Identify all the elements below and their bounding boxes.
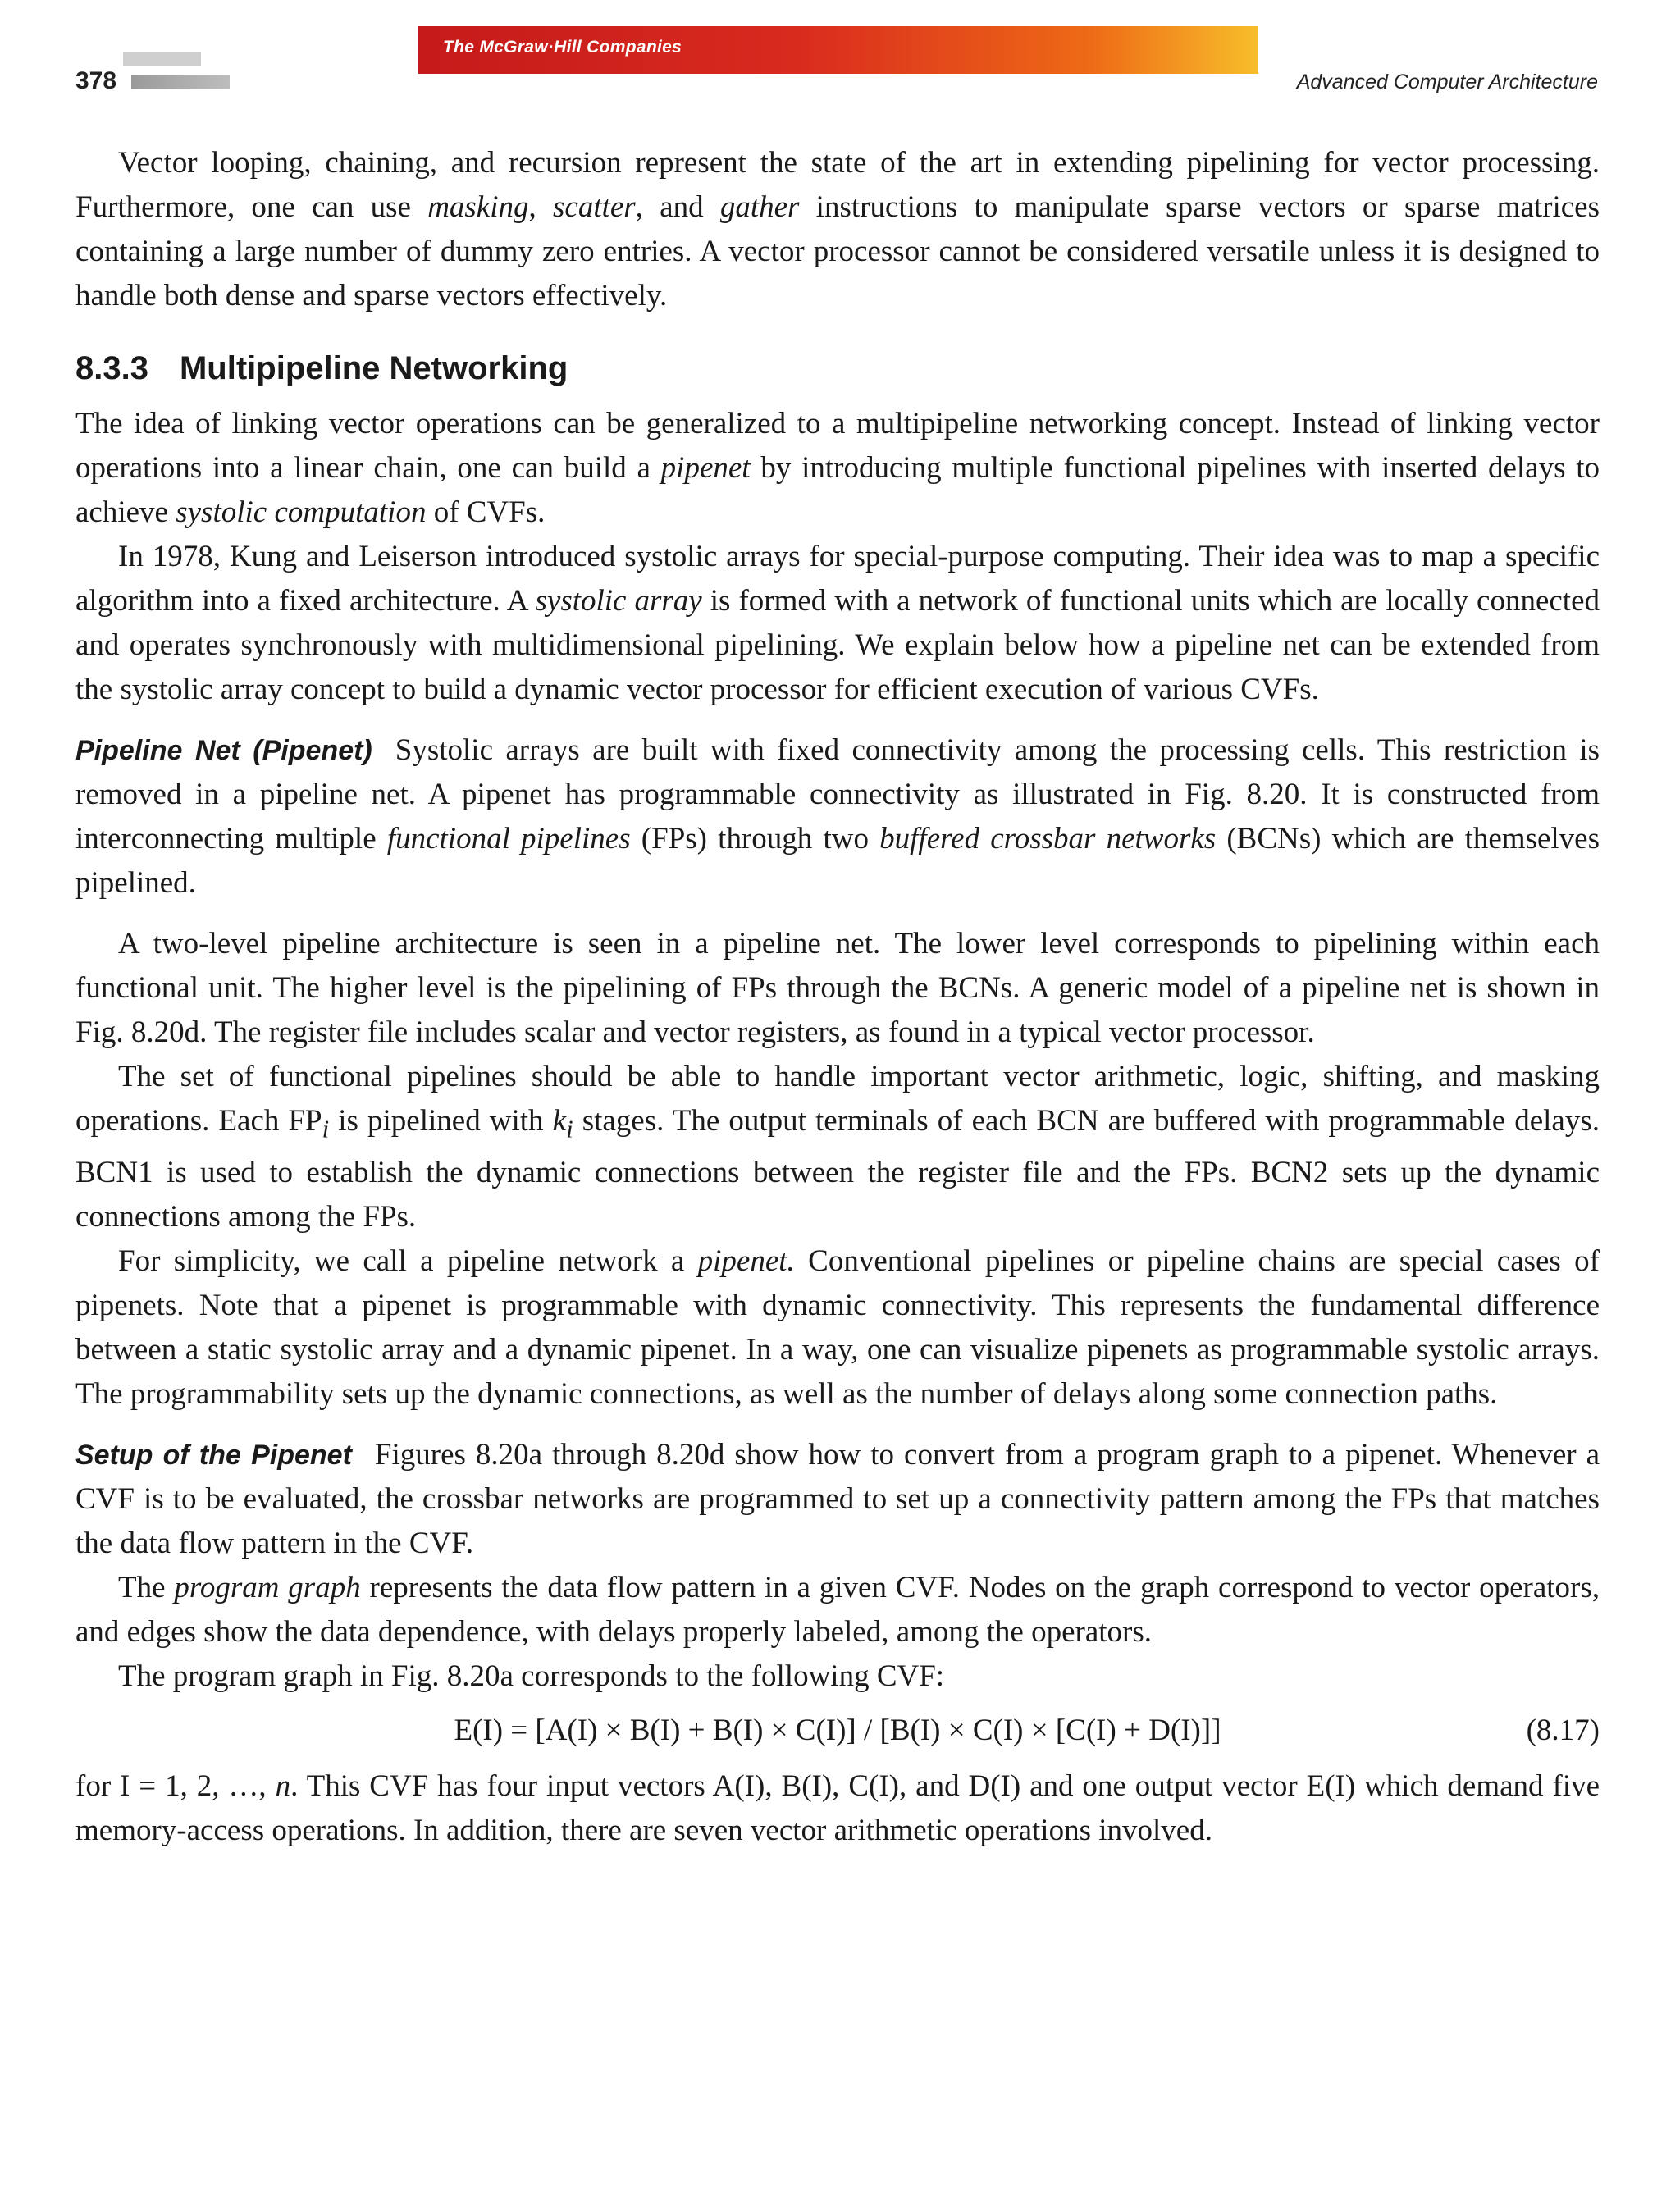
- paragraph: for I = 1, 2, …, n. This CVF has four input vectors A(I), B(I), C(I), and D(I) and one output vector E(I) which demand five memory-access operations. In addition, there are seven vector arithmetic operations involved.: [75, 1769, 1600, 1848]
- paragraph: Setup of the Pipenet Figures 8.20a through 8.20d show how to convert from a program graph to a pipenet. Whenever a CVF is to be evaluated, the crossbar networks are programmed to set up a connectivity pattern among the FPs that matches the data flow pattern in the CVF.: [75, 1438, 1600, 1561]
- paragraph: In 1978, Kung and Leiserson introduced systolic arrays for special-purpose computing. Their idea was to map a specific algorithm into a fixed architecture. A systolic array is formed with a network of functional units which are locally connected and operates synchronously with multidimensional pipelining. We explain below how a pipeline net can be extended from the systolic array concept to build a dynamic vector processor for efficient execution of various CVFs.: [75, 540, 1600, 706]
- paragraph: The set of functional pipelines should be able to handle important vector arithmetic, logic, shifting, and masking operations. Each $FP_i$ is pipelined with $k_i$ stages. The output terminals of each BCN are buffered with programmable delays. BCN1 is used to establish the dynamic connections between the register file and the FPs. BCN2 sets up the dynamic connections among the FPs.: [75, 1060, 1600, 1234]
- page-number: 378: [75, 67, 117, 94]
- paragraph: The idea of linking vector operations can be generalized to a multipipeline networking concept. Instead of linking vector operations into a linear chain, one can build a pipenet by introducing multiple functional pipelines with inserted delays to achieve systolic computation of CVFs.: [75, 407, 1600, 529]
- intro-paragraph: Vector looping, chaining, and recursion represent the state of the art in extending pipelining for vector processing. Furthermore, one can use masking, scatter, and gather instructions to manipulate sparse vectors or sparse matrices containing a large number of dummy zero entries. A vector processor cannot be considered versatile unless it is designed to handle both dense and sparse vectors effectively.: [75, 146, 1600, 313]
- paragraph: The program graph in Fig. 8.20a corresponds to the following CVF:: [118, 1659, 945, 1694]
- publisher-logo-text: The McGraw·Hill Companies: [443, 38, 682, 57]
- paragraph: For simplicity, we call a pipeline network a pipenet. Conventional pipelines or pipeline chains are special cases of pipenets. Note that a pipenet is programmable with dynamic connectivity. This represents the fundamental difference between a static systolic array and a dynamic pipenet. In a way, one can visualize pipenets as programmable systolic arrays. The programmability sets up the dynamic connections, as well as the number of delays along some connection paths.: [75, 1244, 1600, 1412]
- section-title: Multipipeline Networking: [179, 350, 568, 386]
- paragraph: Pipeline Net (Pipenet) Systolic arrays are built with fixed connectivity among the processing cells. This restriction is removed in a pipeline net. A pipenet has programmable connectivity as illustrated in Fig. 8.20. It is constructed from interconnecting multiple functional pipelines (FPs) through two buffered crossbar networks (BCNs) which are themselves pipelined.: [75, 733, 1600, 900]
- decorative-bar: [131, 75, 230, 89]
- equation-number: (8.17): [1526, 1714, 1600, 1748]
- run-in-heading: Setup of the Pipenet: [75, 1440, 352, 1472]
- equation: [75, 1709, 1600, 1753]
- equation-body: E(I) = [A(I) × B(I) + B(I) × C(I)] / [B(I) × C(I) × [C(I) + D(I)]]: [454, 1714, 1221, 1748]
- section-heading: [75, 346, 1600, 390]
- section-number: 8.3.3: [75, 350, 148, 386]
- publisher-banner: [418, 26, 1258, 74]
- running-title: Advanced Computer Architecture: [1296, 71, 1598, 94]
- paragraph: A two-level pipeline architecture is seen in a pipeline net. The lower level corresponds to pipelining within each functional unit. The higher level is the pipelining of FPs through the BCNs. A generic model of a pipeline net is shown in Fig. 8.20d. The register file includes scalar and vector registers, as found in a typical vector processor.: [75, 927, 1600, 1049]
- decorative-bar: [123, 52, 201, 66]
- page-body: [75, 141, 1600, 1853]
- run-in-heading: Pipeline Net (Pipenet): [75, 735, 372, 766]
- paragraph: The program graph represents the data flow pattern in a given CVF. Nodes on the graph correspond to vector operators, and edges show the data dependence, with delays properly labeled, among the operators.: [75, 1571, 1600, 1650]
